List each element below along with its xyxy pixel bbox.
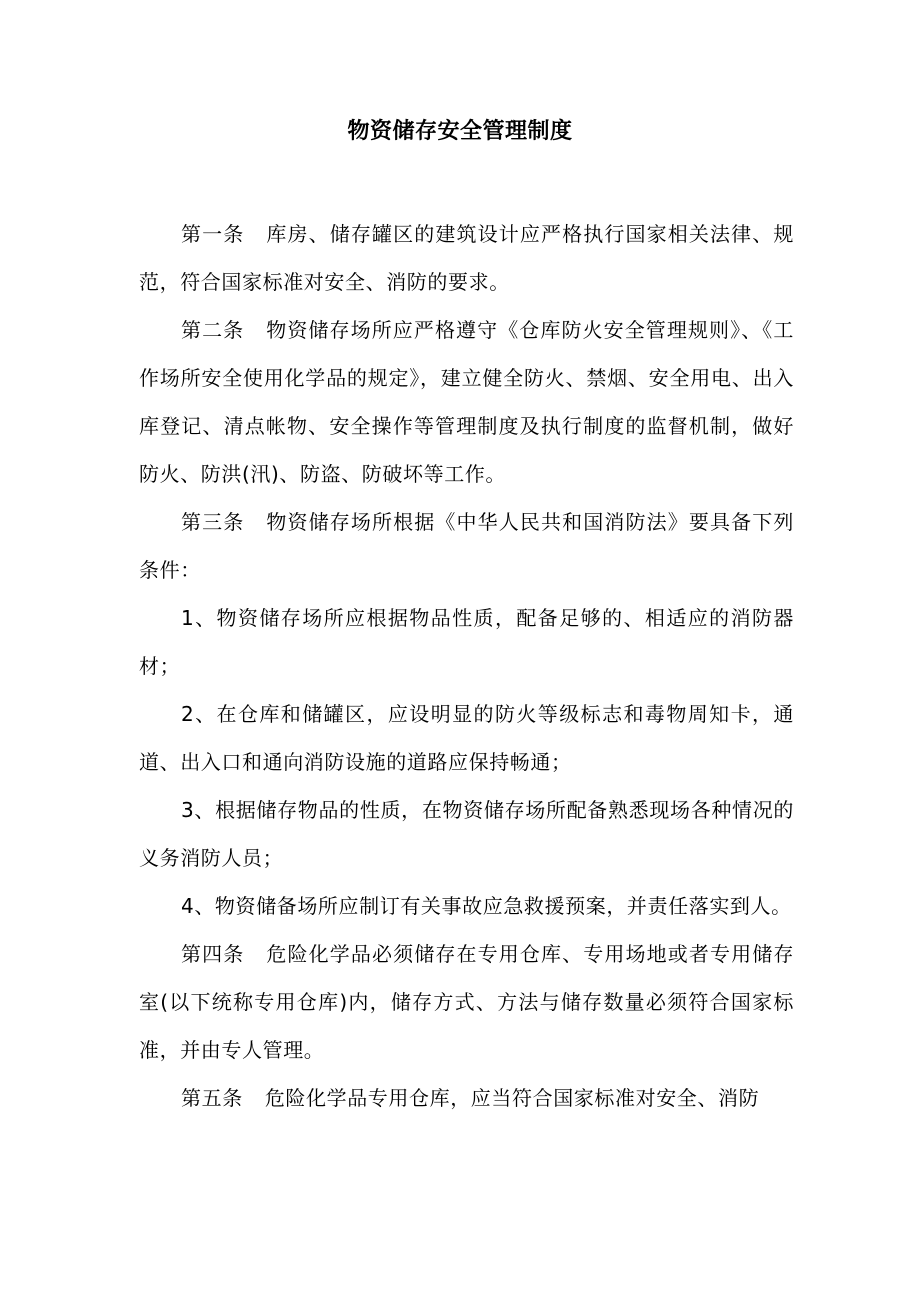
list-item-2 [139, 690, 794, 786]
list-item-4 [139, 882, 794, 930]
document-title: 物资储存安全管理制度 [347, 119, 573, 144]
article-number: 第四条 [181, 942, 245, 966]
article-1 [139, 210, 794, 306]
article-4 [139, 930, 794, 1074]
article-text: 危险化学品专用仓库，应当符合国家标准对安全、消防 [264, 1086, 760, 1110]
article-3 [139, 498, 794, 594]
document-body [139, 210, 794, 1122]
article-text: 库房、储存罐区的建筑设计应严格执行国家相关法律、规范，符合国家标准对安全、消防的要求。 [139, 222, 795, 294]
list-item-3 [139, 786, 794, 882]
article-text: 物资储存场所根据《中华人民共和国消防法》要具备下列条件： [139, 510, 795, 582]
list-item-text: 1、物资储存场所应根据物品性质，配备足够的、相适应的消防器材； [139, 606, 794, 678]
article-number: 第五条 [181, 1086, 243, 1110]
article-5 [139, 1074, 794, 1122]
list-item-text: 2、在仓库和储罐区，应设明显的防火等级标志和毒物周知卡，通道、出入口和通向消防设施的道路应保持畅通； [139, 702, 794, 774]
list-item-1 [139, 594, 794, 690]
article-number: 第一条 [181, 222, 245, 246]
list-item-text: 3、根据储存物品的性质，在物资储存场所配备熟悉现场各种情况的义务消防人员； [139, 798, 794, 870]
article-2 [139, 306, 794, 498]
article-text: 物资储存场所应严格遵守《仓库防火安全管理规则》、《工作场所安全使用化学品的规定》，建立健全防火、禁烟、安全用电、出入库登记、清点帐物、安全操作等管理制度及执行制度的监督机制，做好防火、防洪(汛)、防盗、防破坏等工作。 [139, 318, 794, 486]
article-number: 第三条 [181, 510, 245, 534]
list-item-text: 4、物资储备场所应制订有关事故应急救援预案，并责任落实到人。 [181, 894, 792, 918]
article-text: 危险化学品必须储存在专用仓库、专用场地或者专用储存室(以下统称专用仓库)内，储存方式、方法与储存数量必须符合国家标准，并由专人管理。 [139, 942, 795, 1062]
article-number: 第二条 [181, 318, 245, 342]
